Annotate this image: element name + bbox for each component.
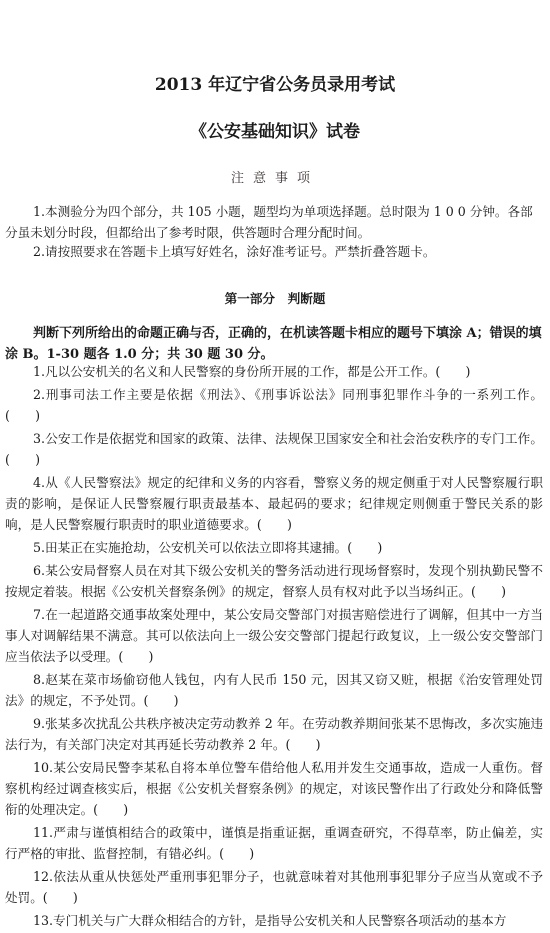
section-heading: 第一部分 判断题 — [224, 291, 326, 306]
section-instructions: 判断下列所给出的命题正确与否，正确的，在机读答题卡相应的题号下填涂 A；错误的填涂 B。1-30 题各 1.0 分；共 30 题 30 分。 — [5, 326, 542, 362]
notice-heading: 注意事项 — [230, 171, 319, 186]
question-item: 3.公安工作是依据党和国家的政策、法律、法规保卫国家安全和社会治安秩序的专门工作。( ) — [5, 431, 543, 467]
notice-item-2: 2.请按照要求在答题卡上填写好姓名，涂好准考证号。严禁折叠答题卡。 — [33, 244, 436, 259]
question-item: 13.专门机关与广大群众相结合的方针，是指导公安机关和人民警察各项活动的基本方 — [33, 913, 507, 928]
question-item: 10.某公安局民警李某私自将本单位警车借给他人私用并发生交通事故，造成一人重伤。督察机构经过调查核实后，根据《公安机关督察条例》的规定，对该民警作出了行政处分和降低警衔的处理决定。( ) — [5, 760, 543, 817]
question-item: 7.在一起道路交通事故案处理中，某公安局交警部门对损害赔偿进行了调解，但其中一方当事人对调解结果不满意。其可以依法向上一级公安交警部门提起行政复议，上一级公安交警部门应当依法予以受理。( ) — [5, 607, 543, 664]
question-item: 4.从《人民警察法》规定的纪律和义务的内容看，警察义务的规定侧重于对人民警察履行职责的影响，是保证人民警察履行职责最基本、最起码的要求；纪律规定则侧重于警民关系的影响，是人民警察履行职责时的职业道德要求。( ) — [5, 475, 543, 532]
exam-title: 2013 年辽宁省公务员录用考试 — [154, 75, 396, 95]
notice-item-1: 1.本测验分为四个部分，共 105 小题，题型均为单项选择题。总时限为 1 0 0 分钟。各部分虽未划分时段，但都给出了参考时限，供答题时合理分配时间。 — [5, 204, 533, 240]
question-list — [5, 361, 543, 933]
question-item: 8.赵某在菜市场偷窃他人钱包，内有人民币 150 元，因其又窃又赃，根据《治安管理处罚法》的规定，不予处罚。( ) — [5, 672, 543, 708]
question-item: 9.张某多次扰乱公共秩序被决定劳动教养 2 年。在劳动教养期间张某不思悔改，多次实施违法行为，有关部门决定对其再延长劳动教养 2 年。( ) — [5, 716, 543, 752]
question-item: 12.依法从重从快惩处严重刑事犯罪分子，也就意味着对其他刑事犯罪分子应当从宽或不予处罚。( ) — [5, 869, 543, 905]
question-item: 2.刑事司法工作主要是依据《刑法》、《刑事诉讼法》同刑事犯罪作斗争的一系列工作。( ) — [5, 387, 543, 423]
question-item: 6.某公安局督察人员在对其下级公安机关的警务活动进行现场督察时，发现个别执勤民警不按规定着装。根据《公安机关督察条例》的规定，督察人员有权对此予以当场纠正。( ) — [5, 563, 543, 599]
question-item: 5.田某正在实施抢劫，公安机关可以依法立即将其逮捕。( ) — [33, 540, 383, 555]
question-item: 11.严肃与谨慎相结合的政策中，谨慎是指重证据，重调查研究，不得草率，防止偏差，实行严格的审批、监督控制，有错必纠。( ) — [5, 825, 543, 861]
exam-subtitle: 《公安基础知识》试卷 — [190, 122, 360, 142]
question-item: 1.凡以公安机关的名义和人民警察的身份所开展的工作，都是公开工作。( ) — [33, 364, 471, 379]
